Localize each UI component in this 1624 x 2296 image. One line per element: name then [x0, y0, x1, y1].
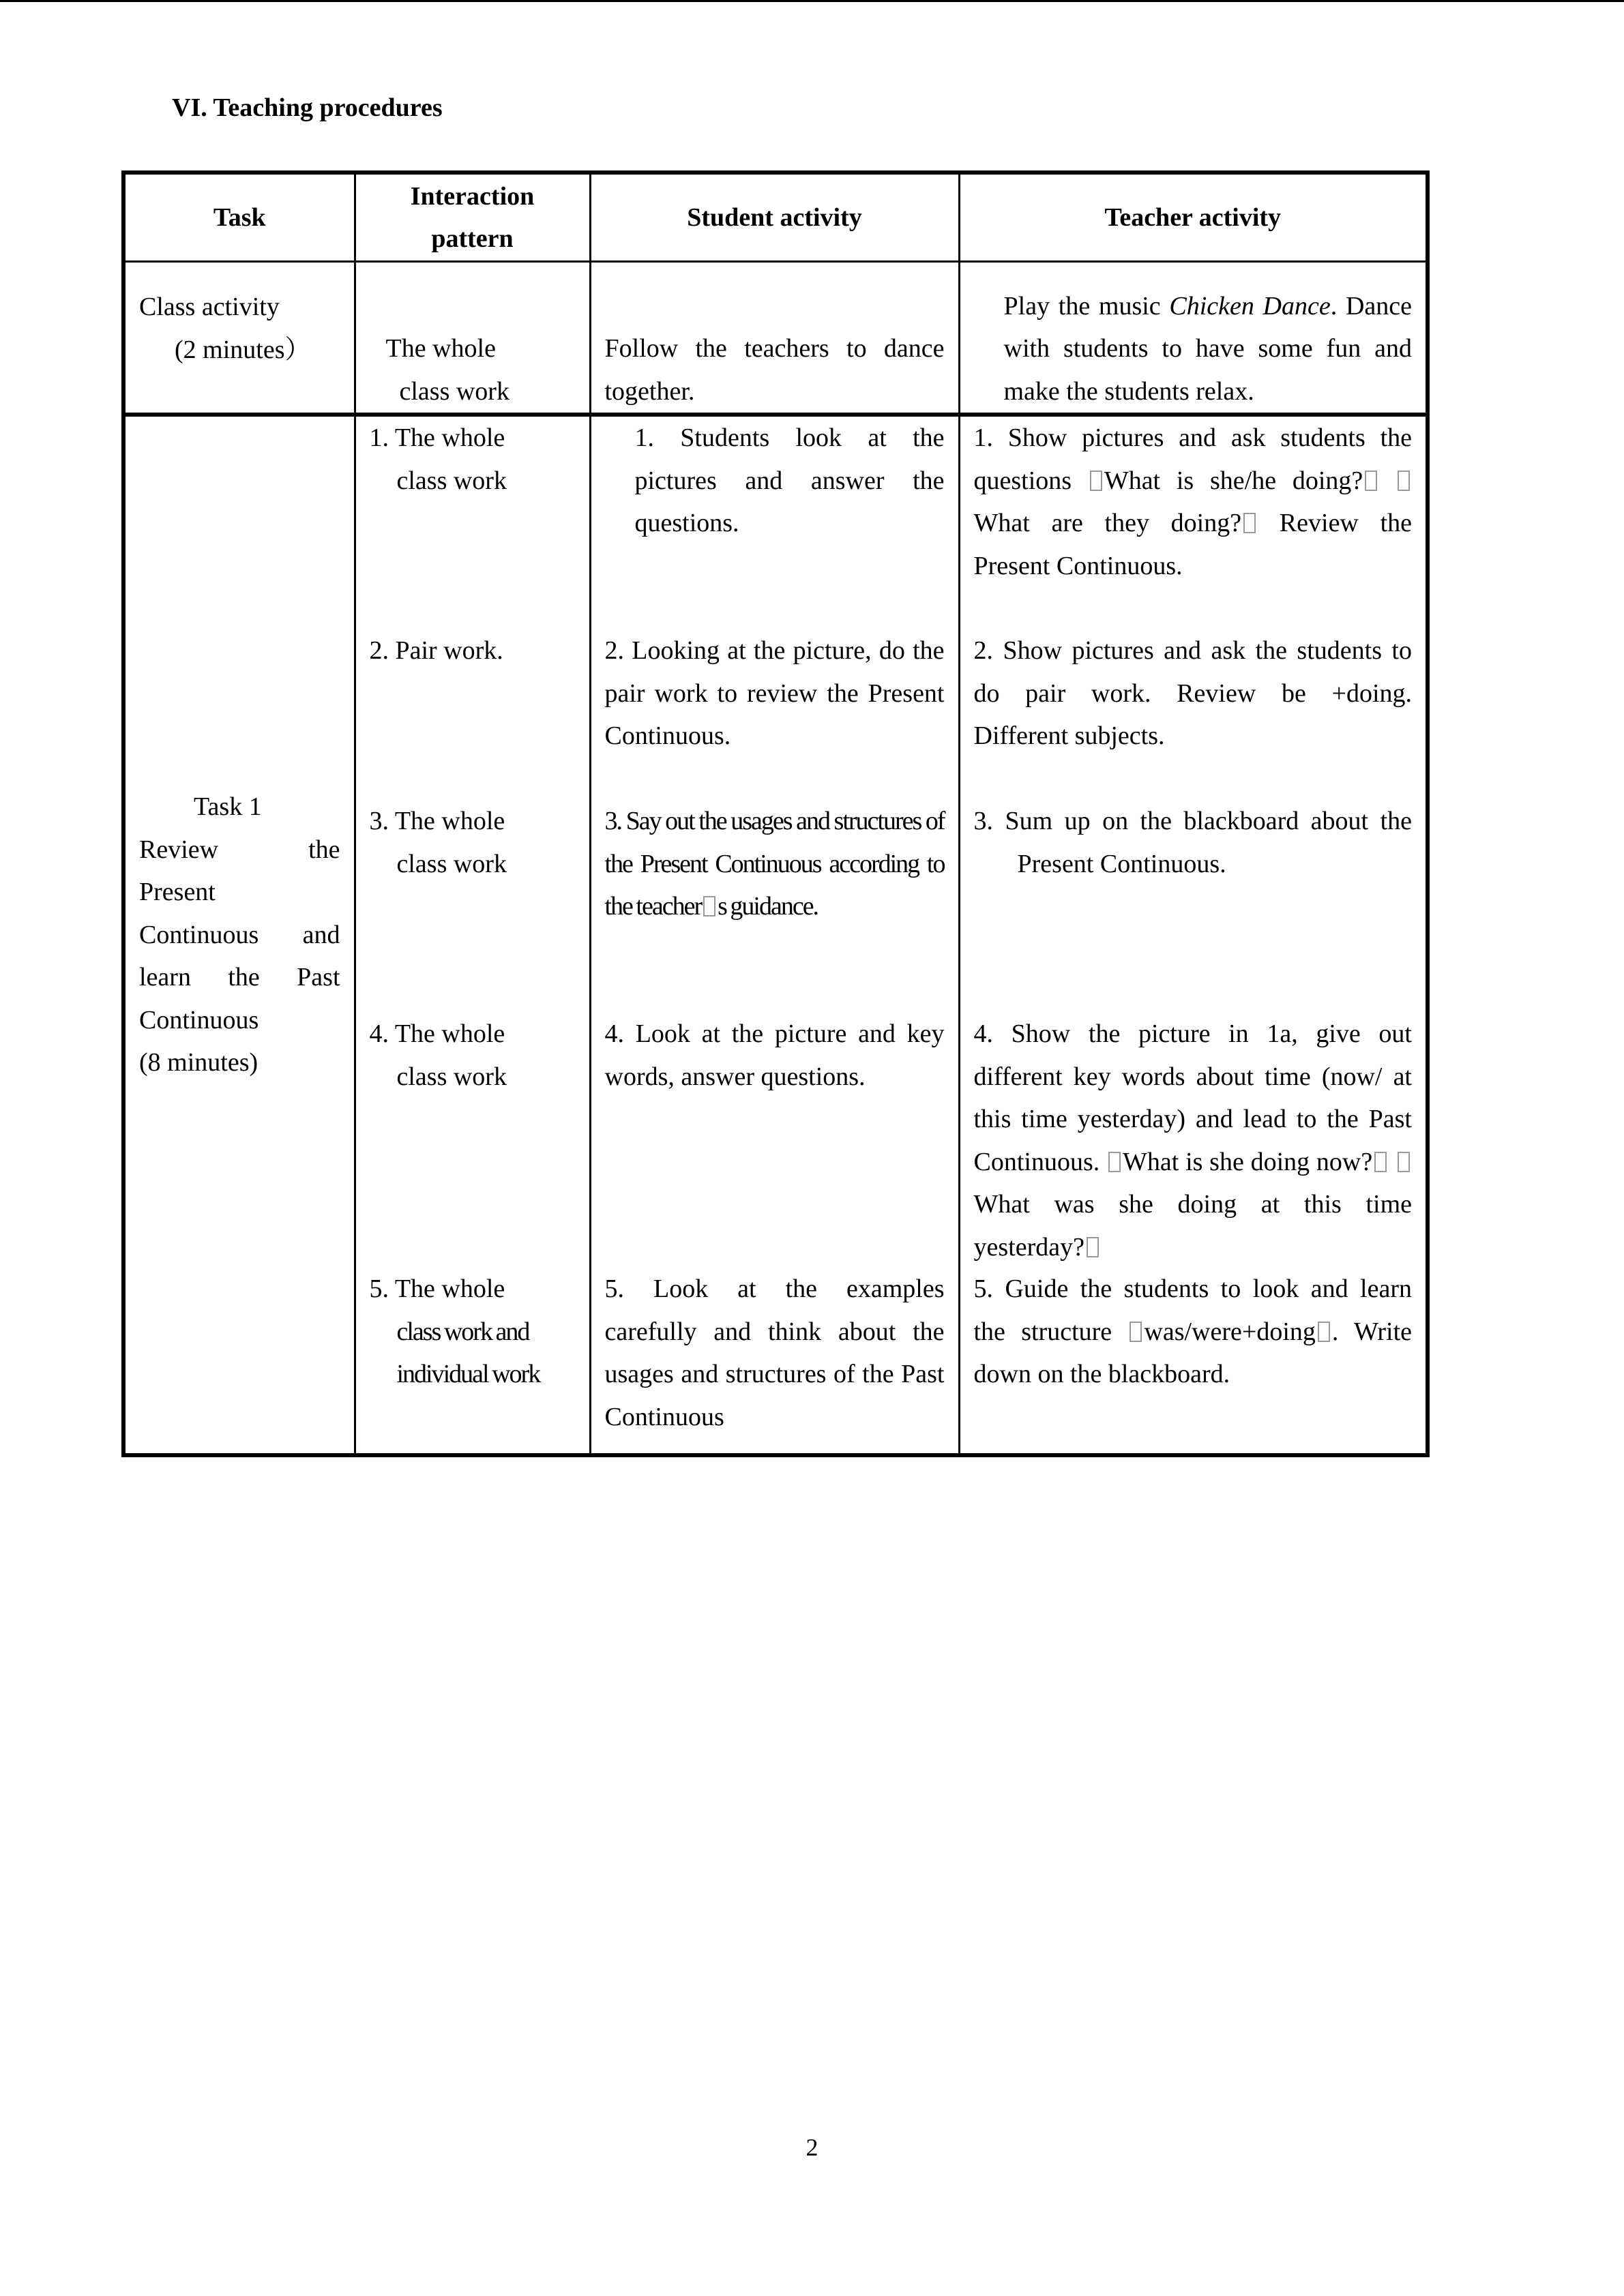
- class-activity-teacher-suffix: . Dance with students to have some fun and make the students relax.: [1003, 291, 1412, 406]
- page-number: 2: [806, 2134, 818, 2161]
- step1-teacher-text-a: 1. Show pictures and ask students the questions: [973, 423, 1412, 495]
- step1-student: 1. Students look at the pictures and answer the questions.: [634, 423, 945, 537]
- step5-teacher-text-b: was/were+doing: [1144, 1317, 1316, 1346]
- task1-student-activities: [590, 415, 959, 1455]
- task1-row: [123, 415, 1428, 1455]
- task1-line2: Review the: [139, 835, 340, 864]
- missing-apostrophe-glyph: [703, 896, 715, 916]
- step4-pattern-line1: 4. The whole: [369, 1019, 505, 1048]
- missing-quote-glyph: [1108, 1152, 1121, 1172]
- step2-pattern-line1: 2. Pair work.: [369, 636, 503, 665]
- missing-quote-glyph: [1365, 471, 1377, 491]
- header-teacher-activity: Teacher activity: [959, 173, 1428, 262]
- step2-student: 2. Looking at the picture, do the pair work to review the Present Continuous.: [604, 636, 945, 750]
- top-border-line: [0, 0, 1624, 2]
- step5-teacher-text-c: . Write down on the blackboard.: [973, 1317, 1412, 1388]
- class-activity-pattern: [355, 262, 590, 415]
- step1-teacher-text-d: Review the Present Continuous.: [973, 509, 1412, 580]
- step4-teacher: [974, 1013, 1413, 1268]
- step3-pattern: [370, 800, 507, 885]
- missing-quote-glyph: [1090, 471, 1102, 491]
- header-task: Task: [123, 173, 355, 262]
- missing-quote-glyph: [1318, 1322, 1330, 1342]
- task1-duration: (8 minutes): [139, 1048, 259, 1077]
- step1-teacher-text-c: What are they doing?: [973, 509, 1242, 537]
- step3-student: [605, 800, 945, 928]
- task1-line3: Present: [139, 878, 216, 907]
- missing-quote-glyph: [1130, 1322, 1142, 1342]
- header-student-activity: Student activity: [590, 173, 959, 262]
- step4-student: 4. Look at the picture and key words, answer questions.: [604, 1019, 945, 1091]
- step5-pattern: [370, 1268, 540, 1396]
- missing-quote-glyph: [1398, 471, 1410, 491]
- step3-pattern-line2: class work: [396, 849, 507, 878]
- class-activity-teacher-prefix: Play the music: [1003, 291, 1170, 320]
- missing-quote-glyph: [1087, 1237, 1099, 1257]
- step3-student-text-b: s guidance.: [718, 892, 818, 921]
- song-title: Chicken Dance: [1169, 291, 1331, 320]
- task1-patterns: [355, 415, 590, 1455]
- task1-label: Task 1: [194, 792, 262, 822]
- step1-pattern-line2: class work: [396, 466, 507, 495]
- step1-teacher: [974, 417, 1413, 587]
- step5-pattern-line2: class work and: [396, 1317, 529, 1346]
- step2-pattern: [370, 629, 503, 672]
- task1-description: [123, 415, 355, 1455]
- missing-quote-glyph: [1243, 513, 1256, 533]
- step3-student-text-a: 3. Say out the usages and structures of the Present Continuous according to the teacher: [604, 807, 945, 921]
- class-activity-row: [123, 262, 1428, 415]
- class-activity-duration: (2 minutes）: [175, 335, 311, 364]
- step1-pattern-line1: 1. The whole: [369, 423, 505, 452]
- step5-pattern-line1: 5. The whole: [369, 1274, 505, 1303]
- step3-pattern-line1: 3. The whole: [369, 807, 505, 835]
- missing-quote-glyph: [1398, 1152, 1410, 1172]
- teaching-procedures-table: [121, 170, 1430, 1457]
- step3-teacher: 3. Sum up on the blackboard about the Present Continuous.: [973, 807, 1412, 878]
- header-interaction-pattern: [355, 173, 590, 262]
- task1-line4: Continuous and: [139, 920, 340, 949]
- step5-pattern-line3: individual work: [396, 1360, 540, 1388]
- section-title: VI. Teaching procedures: [172, 93, 443, 122]
- header-pattern-line1: Interaction: [410, 181, 535, 211]
- class-activity-student: Follow the teachers to dance together.: [590, 262, 959, 415]
- header-pattern-line2: pattern: [431, 224, 514, 253]
- step4-teacher-text-c: What was she doing at this time yesterday?: [973, 1190, 1412, 1262]
- step4-teacher-text-b: What is she doing now?: [1123, 1147, 1373, 1176]
- task1-line5: learn the Past: [139, 963, 340, 992]
- step4-teacher-text-a: 4. Show the picture in 1a, give out different key words about time (now/ at this time yesterday) and lead to the Past Continuous.: [973, 1019, 1412, 1176]
- step4-pattern-line2: class work: [396, 1062, 507, 1091]
- step5-student: 5. Look at the examples carefully and think about the usages and structures of the Past Continuous: [604, 1274, 945, 1431]
- class-activity-pattern-line1: The whole: [385, 334, 496, 363]
- step5-teacher: [974, 1268, 1413, 1396]
- missing-quote-glyph: [1374, 1152, 1387, 1172]
- step5-teacher-text-a: 5. Guide the students to look and learn the structure: [973, 1274, 1412, 1346]
- table-header-row: [123, 173, 1428, 262]
- task1-line6: Continuous: [139, 1005, 259, 1034]
- class-activity-task: [123, 262, 355, 415]
- step4-pattern: [370, 1013, 507, 1098]
- task1-teacher-activities: [959, 415, 1428, 1455]
- class-activity-pattern-line2: class work: [399, 376, 510, 406]
- class-activity-teacher: [959, 262, 1428, 415]
- step1-pattern: [370, 417, 507, 502]
- step1-teacher-text-b: What is she/he doing?: [1104, 466, 1363, 495]
- step2-teacher: 2. Show pictures and ask the students to do pair work. Review be +doing. Different subjects.: [973, 636, 1412, 750]
- class-activity-title: Class activity: [139, 293, 280, 321]
